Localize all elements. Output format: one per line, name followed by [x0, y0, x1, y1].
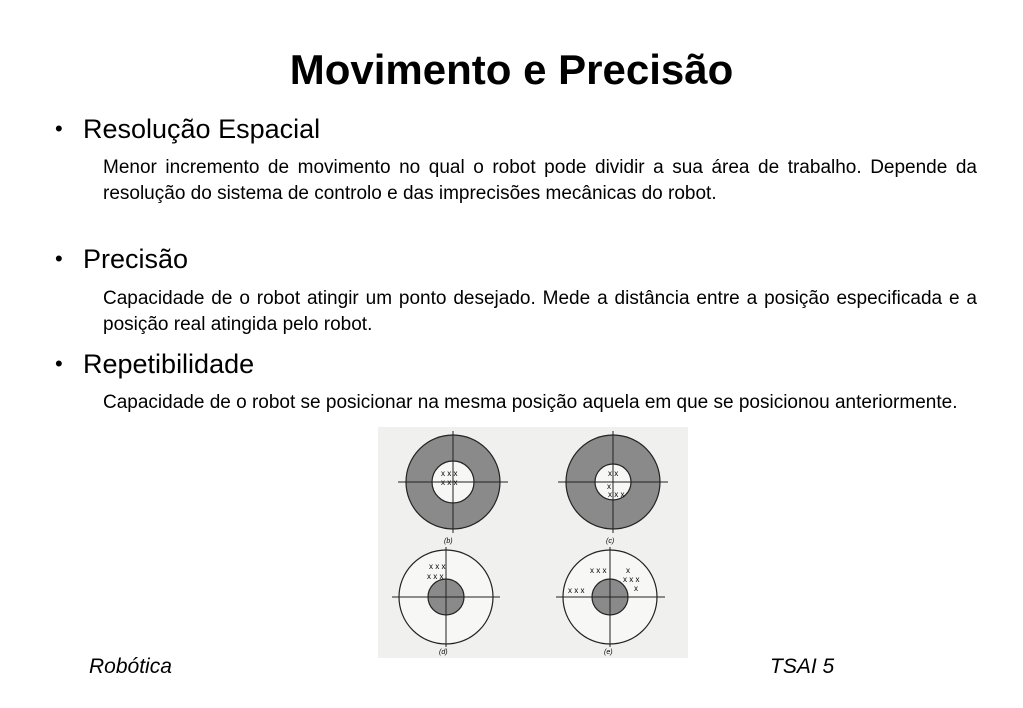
- precision-repeatability-figure: [378, 427, 688, 658]
- mark-x: x x x: [590, 566, 607, 575]
- bullet-marker: •: [55, 116, 63, 141]
- mark-x: x x x: [429, 562, 446, 571]
- figure-label: (d): [439, 649, 448, 656]
- bullet-heading: Resolução Espacial: [83, 114, 321, 144]
- footer-course: Robótica: [89, 655, 172, 678]
- bullet-heading: Precisão: [83, 244, 189, 274]
- target-d: [392, 547, 500, 656]
- mark-x: x: [626, 566, 630, 575]
- bullet-repetibilidade: [55, 347, 254, 381]
- bullet-description: [103, 155, 977, 207]
- bullet-heading: Repetibilidade: [83, 349, 255, 379]
- mark-x: x x x: [441, 469, 458, 478]
- bullet-marker: •: [55, 351, 63, 376]
- bullet-precisao: [55, 242, 188, 276]
- target-e: [556, 547, 665, 656]
- mark-x: x x x: [427, 572, 444, 581]
- mark-x: x x x: [608, 490, 625, 499]
- figure-label: (c): [606, 538, 615, 545]
- mark-x: x x: [608, 469, 619, 478]
- bullet-description: [103, 390, 977, 416]
- target-c: [558, 431, 668, 545]
- mark-x: x: [634, 584, 638, 593]
- description-text: Capacidade de o robot se posicionar na mesma posição aquela em que se posicionou anteriormente.: [103, 392, 958, 413]
- description-text: Menor incremento de movimento no qual o robot pode dividir a sua área de trabalho. Depende da resolução do sistema de controlo e das imprecisões mecânicas do robot.: [103, 157, 977, 204]
- slide-title: Movimento e Precisão: [289, 46, 734, 93]
- figure-label: (e): [604, 649, 613, 656]
- bullet-marker: •: [55, 246, 63, 271]
- mark-x: x: [607, 482, 611, 491]
- bullet-resolucao-espacial: [55, 112, 320, 146]
- mark-x: x x x: [568, 586, 585, 595]
- figure-label: (b): [444, 538, 453, 545]
- footer-page: TSAI 5: [770, 655, 835, 678]
- mark-x: x x x: [441, 478, 458, 487]
- target-diagrams: [378, 427, 688, 658]
- mark-x: x x x: [623, 575, 640, 584]
- description-text: Capacidade de o robot atingir um ponto desejado. Mede a distância entre a posição especificada e a posição real atingida pelo robot.: [103, 288, 977, 335]
- target-b: [398, 431, 508, 545]
- bullet-description: [103, 286, 977, 338]
